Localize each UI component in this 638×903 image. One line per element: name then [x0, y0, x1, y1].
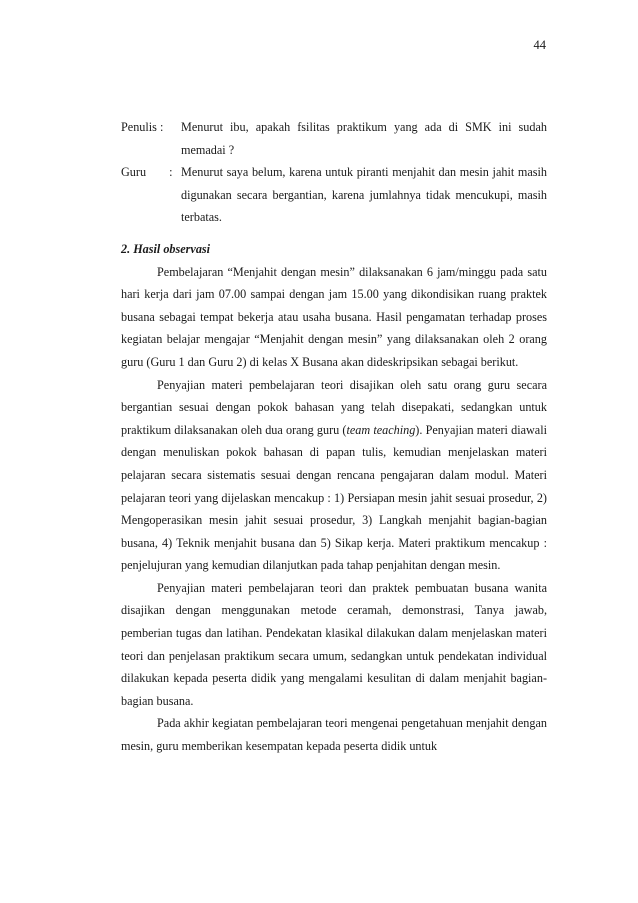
interview-text: Menurut ibu, apakah fsilitas praktikum yang ada di SMK ini sudah memadai ? [181, 120, 547, 157]
paragraph-text: ). Penyajian materi diawali dengan menuliskan pokok bahasan di papan tulis, kemudian menjelaskan materi pelajaran secara sistematis sesuai dengan rencana pengajaran dalam modul. Materi pelajaran teori yang dijelaskan mencakup : 1) Persiapan mesin jahit sesuai prosedur, 2) Mengoperasikan mesin jahit sesuai prosedur, 3) Langkah menjahit bagian-bagian busana, 4) Teknik menjahit busana dan 5) Sikap kerja. Materi praktikum mencakup : penjelujuran yang kemudian dilanjutkan pada tahap penjahitan dengan mesin. [121, 422, 547, 573]
page-number: 44 [533, 38, 546, 52]
speaker-label [121, 161, 181, 229]
speaker-name: Guru [121, 165, 147, 180]
interview-line-guru [121, 161, 547, 229]
paragraph [121, 374, 547, 577]
italic-term: team teaching [346, 422, 416, 437]
speaker-name: Penulis [121, 120, 157, 134]
speaker-separator: : [159, 120, 164, 134]
paragraph: Penyajian materi pembelajaran teori dan praktek pembuatan busana wanita disajikan dengan menggunakan metode ceramah, demonstrasi, Tanya jawab, pemberian tugas dan latihan. Pendekatan klasikal dilakukan dalam menjelaskan materi teori dan penjelasan praktikum secara umum, sedangkan untuk pendekatan individual dilakukan kepada peserta didik yang mengalami kesulitan di dalam menjahit bagian-bagian busana. [121, 580, 547, 708]
interview-line-penulis [121, 116, 547, 161]
interview-text: Menurut saya belum, karena untuk piranti menjahit dan mesin jahit masih digunakan secara bergantian, karena jumlahnya tidak mencukupi, masih terbatas. [181, 165, 547, 225]
section-heading: 2. Hasil observasi [121, 241, 211, 256]
speaker-label [121, 116, 181, 161]
page-body [121, 116, 547, 758]
paragraph: Pada akhir kegiatan pembelajaran teori mengenai pengetahuan menjahit dengan mesin, guru memberikan kesempatan kepada peserta didik untuk [121, 716, 547, 754]
speaker-separator: : [169, 165, 173, 180]
paragraph: Pembelajaran “Menjahit dengan mesin” dilaksanakan 6 jam/minggu pada satu hari kerja dari jam 07.00 sampai dengan jam 15.00 yang dikondisikan ruang praktek busana sebagai tempat bekerja atau usaha busana. Hasil pengamatan terhadap proses kegiatan belajar mengajar “Menjahit dengan mesin” yang dilaksanakan oleh 2 orang guru (Guru 1 dan Guru 2) di kelas X Busana akan dideskripsikan sebagai berikut. [121, 264, 547, 369]
paragraph-text: Penyajian materi pembelajaran teori disajikan oleh satu orang guru secara bergantian sesuai dengan pokok bahasan yang telah disepakati, sedangkan untuk praktikum dilaksanakan oleh dua orang guru ( [121, 377, 547, 437]
